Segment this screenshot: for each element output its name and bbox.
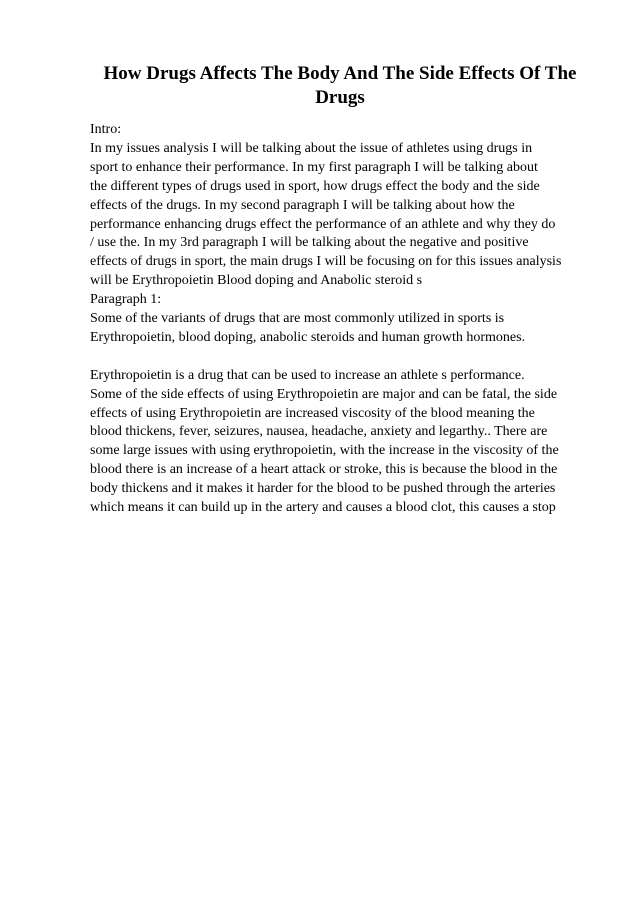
body-line: the different types of drugs used in sport, how drugs effect the body and the side	[90, 178, 540, 194]
body-line: effects of drugs in sport, the main drugs I will be focusing on for this issues analysis	[90, 254, 562, 270]
body-line: / use the. In my 3rd paragraph I will be talking about the negative and positive	[90, 235, 529, 251]
body-line: effects of the drugs. In my second paragraph I will be talking about how the	[90, 197, 515, 213]
document-title: How Drugs Affects The Body And The Side Effects Of The Drugs	[103, 63, 577, 108]
body-line: Erythropoietin is a drug that can be used to increase an athlete s performance.	[90, 367, 525, 383]
body-line: performance enhancing drugs effect the performance of an athlete and why they do	[90, 216, 556, 232]
body-line: will be Erythropoietin Blood doping and Anabolic steroid s	[90, 273, 423, 289]
body-line: Some of the variants of drugs that are most commonly utilized in sports is	[90, 311, 505, 327]
body-line: body thickens and it makes it harder for the blood to be pushed through the arteries	[90, 481, 556, 497]
body-line: In my issues analysis I will be talking about the issue of athletes using drugs in	[90, 140, 533, 156]
body-line: effects of using Erythropoietin are increased viscosity of the blood meaning the	[90, 405, 535, 421]
paragraph-spacer	[90, 348, 590, 367]
paragraph-1-heading: Paragraph 1:	[90, 292, 162, 308]
body-line: Some of the side effects of using Erythropoietin are major and can be fatal, the side	[90, 386, 558, 402]
body-line: sport to enhance their performance. In my first paragraph I will be talking about	[90, 159, 538, 175]
document-body	[90, 121, 590, 518]
intro-heading: Intro:	[90, 122, 122, 137]
body-line: blood thickens, fever, seizures, nausea, headache, anxiety and legarthy.. There are	[90, 424, 548, 440]
body-line: Erythropoietin, blood doping, anabolic steroids and human growth hormones.	[90, 329, 526, 345]
body-line: blood there is an increase of a heart attack or stroke, this is because the blood in the	[90, 462, 558, 478]
body-line: some large issues with using erythropoietin, with the increase in the viscosity of the	[90, 443, 559, 459]
body-line: which means it can build up in the artery and causes a blood clot, this causes a stop	[90, 500, 556, 516]
